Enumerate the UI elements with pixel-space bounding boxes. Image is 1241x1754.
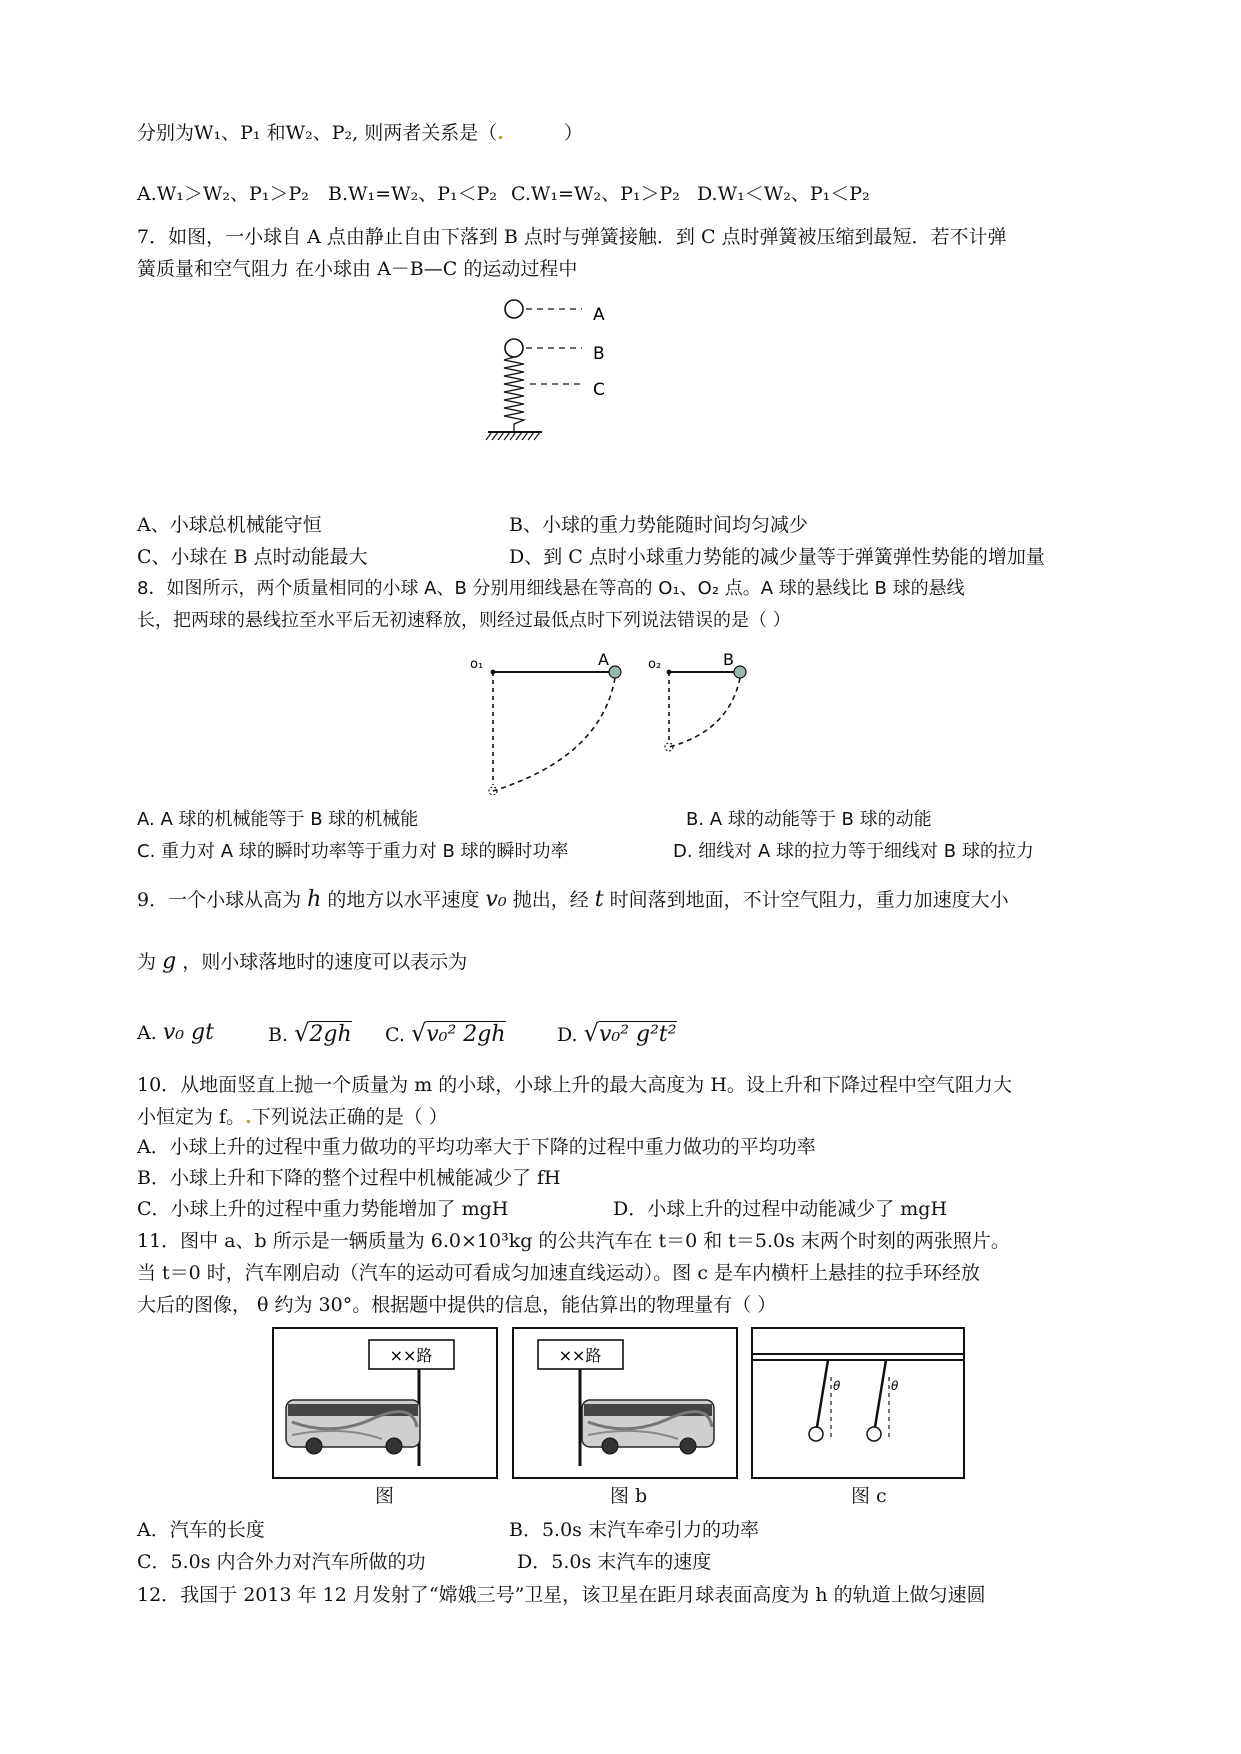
ball-at-b (505, 339, 523, 357)
q8-line2: 长，把两球的悬线拉至水平后无初速释放，则经过最低点时下列说法错误的是（ ） (137, 610, 791, 631)
q11-option-d: D．5.0s 末汽车的速度 (517, 1551, 712, 1573)
theta-1: θ (833, 1379, 841, 1393)
sqrt-sign: √ (410, 1019, 427, 1047)
q6-option-d: D.W₁＜W₂、P₁＜P₂ (697, 183, 870, 205)
q6-option-a: A.W₁＞W₂、P₁＞P₂ (137, 183, 309, 205)
var-v0: v₀ (485, 887, 507, 912)
q8-option-a: A. A 球的机械能等于 B 球的机械能 (137, 809, 419, 830)
q7-option-c: C、小球在 B 点时动能最大 (137, 546, 368, 568)
var-t: t (594, 887, 604, 912)
q6-option-b: B.W₁=W₂、P₁＜P₂ (328, 183, 498, 205)
q12-line1: 12．我国于 2013 年 12 月发射了“嫦娥三号”卫星，该卫星在距月球表面高度为 h 的轨道上做匀速圆 (137, 1584, 986, 1606)
q8-option-d: D. 细线对 A 球的拉力等于细线对 B 球的拉力 (673, 841, 1034, 862)
q6-option-c: C.W₁=W₂、P₁＞P₂ (511, 183, 680, 205)
q9-option-a: A. v₀ gt (137, 1020, 214, 1045)
figure-c-handle-rings (751, 1327, 965, 1479)
bus (582, 1400, 714, 1454)
q11-line1: 11．图中 a、b 所示是一辆质量为 6.0×10³kg 的公共汽车在 t＝0 和 t＝5.0s 末两个时刻的两张照片。 (137, 1230, 1010, 1252)
var-h: h (307, 887, 322, 912)
arc-b (669, 678, 740, 747)
label-b: B (723, 650, 734, 669)
q9-option-d: D. √v₀² g²t² (557, 1019, 677, 1047)
q11-option-c: C．5.0s 内合外力对汽车所做的功 (137, 1551, 426, 1573)
q10-option-b: B．小球上升和下降的整个过程中机械能减少了 fH (137, 1167, 561, 1189)
q9-line1: 9．一个小球从高为 h 的地方以水平速度 v₀ 抛出，经 t 时间落到地面，不计空气阻力，重力加速度大小 (137, 887, 1009, 912)
theta-2: θ (891, 1379, 899, 1393)
ball-a (609, 666, 621, 678)
q10-line2: 小恒定为 f。.下列说法正确的是（ ） (137, 1106, 448, 1128)
q7-option-a: A、小球总机械能守恒 (137, 514, 322, 536)
spring (504, 357, 524, 424)
q7-line2: 簧质量和空气阻力 在小球由 A－B—C 的运动过程中 (137, 258, 578, 280)
label-a: A (598, 650, 609, 669)
road-sign-text: ××路 (558, 1346, 602, 1365)
spring-ball-diagram (480, 295, 640, 445)
ground-hatching (486, 432, 540, 440)
q9-option-b: B. √2gh (268, 1019, 352, 1047)
caption-a: 图 (375, 1485, 395, 1507)
label-b: B (593, 344, 605, 364)
figure-a-bus-photo (272, 1327, 498, 1479)
q10-option-c: C．小球上升的过程中重力势能增加了 mgH (137, 1198, 509, 1220)
sqrt-sign: √ (583, 1019, 599, 1047)
q10-option-d: D．小球上升的过程中动能减少了 mgH (613, 1198, 948, 1220)
q9-line2: 为 g ，则小球落地时的速度可以表示为 (137, 949, 468, 974)
ring-2 (867, 1427, 881, 1441)
arc-a (493, 678, 615, 791)
q10-line1: 10．从地面竖直上抛一个质量为 m 的小球，小球上升的最大高度为 H。设上升和下降过程中空气阻力大 (137, 1074, 1012, 1096)
var-g: g (162, 949, 177, 974)
label-o1: o₁ (470, 657, 484, 672)
q9-option-c: C. √v₀² 2gh (385, 1019, 506, 1047)
caption-b: 图 b (610, 1485, 648, 1507)
label-c: C (593, 380, 605, 400)
road-sign-text: ××路 (389, 1346, 433, 1365)
bus (286, 1400, 420, 1454)
q11-line3: 大后的图像， θ 约为 30°。根据题中提供的信息，能估算出的物理量有（ ） (137, 1294, 777, 1316)
label-a: A (593, 305, 605, 325)
ball-b (734, 666, 746, 678)
pendulum-diagram (465, 645, 755, 795)
q8-option-c: C. 重力对 A 球的瞬时功率等于重力对 B 球的瞬时功率 (137, 841, 569, 862)
ball-at-a (505, 300, 523, 318)
q11-option-a: A．汽车的长度 (137, 1519, 265, 1541)
label-o2: o₂ (648, 657, 662, 672)
q7-option-d: D、到 C 点时小球重力势能的减少量等于弹簧弹性势能的增加量 (509, 546, 1045, 568)
q6-stem: 分别为W₁、P₁ 和W₂、P₂, 则两者关系是（. ） (137, 122, 583, 144)
q11-option-b: B．5.0s 末汽车牵引力的功率 (509, 1519, 759, 1541)
ring-1 (809, 1427, 823, 1441)
q10-option-a: A．小球上升的过程中重力做功的平均功率大于下降的过程中重力做功的平均功率 (137, 1136, 816, 1158)
q8-line1: 8．如图所示，两个质量相同的小球 A、B 分别用细线悬在等高的 O₁、O₂ 点。A 球的悬线比 B 球的悬线 (137, 578, 965, 599)
q11-line2: 当 t＝0 时，汽车刚启动（汽车的运动可看成匀加速直线运动）。图 c 是车内横杆上悬挂的拉手环经放 (137, 1262, 981, 1284)
q8-option-b: B. A 球的动能等于 B 球的动能 (686, 809, 932, 830)
figure-b-bus-photo (512, 1327, 738, 1479)
sqrt-sign: √ (294, 1019, 310, 1047)
caption-c: 图 c (851, 1485, 887, 1507)
q7-line1: 7．如图，一小球自 A 点由静止自由下落到 B 点时与弹簧接触．到 C 点时弹簧被压缩到最短．若不计弹 (137, 226, 1007, 248)
q7-option-b: B、小球的重力势能随时间均匀减少 (509, 514, 808, 536)
